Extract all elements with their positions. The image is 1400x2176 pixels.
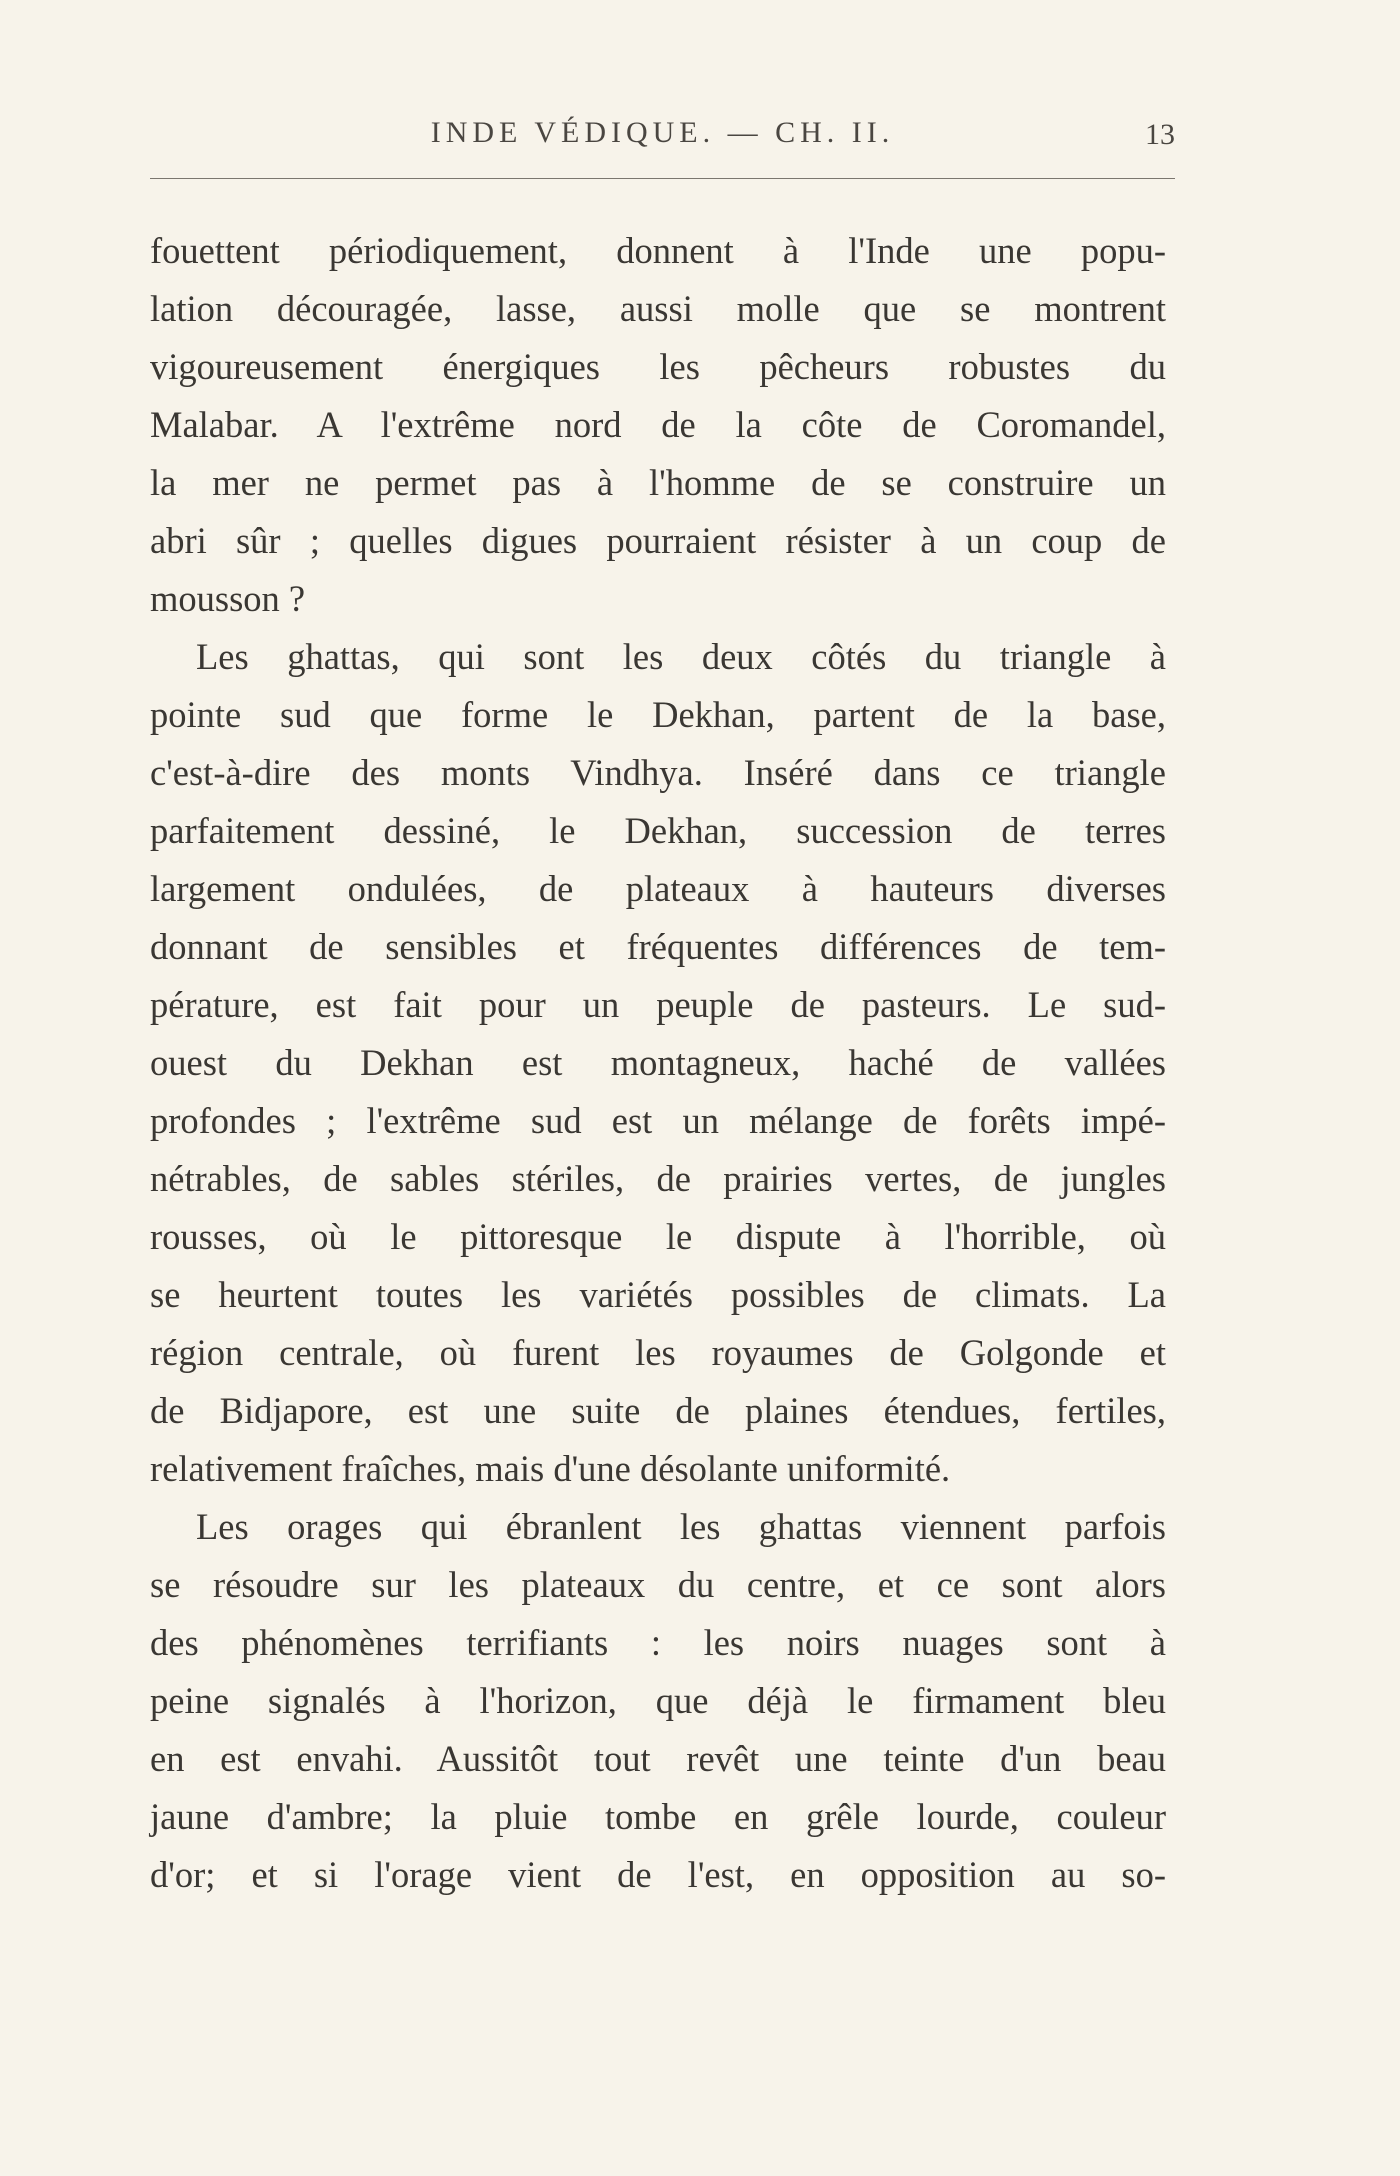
text-line: pérature, est fait pour un peuple de pasteurs. Le sud- [150,984,1166,1025]
text-line: c'est-à-dire des monts Vindhya. Inséré dans ce triangle [150,752,1166,793]
text-line: donnant de sensibles et fréquentes différences de tem- [150,926,1166,967]
text-line: nétrables, de sables stériles, de prairies vertes, de jungles [150,1158,1166,1199]
text-line: mousson ? [150,578,306,619]
running-title: INDE VÉDIQUE. — CH. II. [430,116,895,149]
text-line: région centrale, où furent les royaumes de Golgonde et [150,1332,1166,1373]
text-line: des phénomènes terrifiants : les noirs nuages sont à [150,1622,1166,1663]
text-line: lation découragée, lasse, aussi molle que se montrent [150,288,1166,329]
text-line: abri sûr ; quelles digues pourraient résister à un coup de [150,520,1166,561]
text-line: de Bidjapore, est une suite de plaines étendues, fertiles, [150,1390,1166,1431]
text-line: peine signalés à l'horizon, que déjà le firmament bleu [150,1680,1166,1721]
text-line: d'or; et si l'orage vient de l'est, en opposition au so- [150,1854,1166,1895]
page-number: 13 [1145,118,1175,151]
text-line: se heurtent toutes les variétés possibles de climats. La [150,1274,1166,1315]
text-line: se résoudre sur les plateaux du centre, et ce sont alors [150,1564,1166,1605]
text-line: Les orages qui ébranlent les ghattas viennent parfois [196,1506,1166,1547]
text-line: en est envahi. Aussitôt tout revêt une teinte d'un beau [150,1738,1166,1779]
text-line: pointe sud que forme le Dekhan, partent de la base, [150,694,1166,735]
header-rule [150,178,1175,179]
body-text [150,222,1166,1904]
text-line: rousses, où le pittoresque le dispute à l'horrible, où [150,1216,1166,1257]
text-line: Les ghattas, qui sont les deux côtés du triangle à [196,636,1166,677]
text-line: vigoureusement énergiques les pêcheurs robustes du [150,346,1166,387]
text-line: Malabar. A l'extrême nord de la côte de Coromandel, [150,404,1166,445]
text-line: largement ondulées, de plateaux à hauteurs diverses [150,868,1166,909]
text-line: la mer ne permet pas à l'homme de se construire un [150,462,1166,503]
text-line: profondes ; l'extrême sud est un mélange de forêts impé- [150,1100,1166,1141]
text-line: relativement fraîches, mais d'une désolante uniformité. [150,1448,951,1489]
text-line: parfaitement dessiné, le Dekhan, succession de terres [150,810,1166,851]
running-head [150,116,1175,164]
text-line: fouettent périodiquement, donnent à l'Inde une popu- [150,230,1166,271]
text-line: jaune d'ambre; la pluie tombe en grêle lourde, couleur [150,1796,1166,1837]
text-line: ouest du Dekhan est montagneux, haché de vallées [150,1042,1166,1083]
